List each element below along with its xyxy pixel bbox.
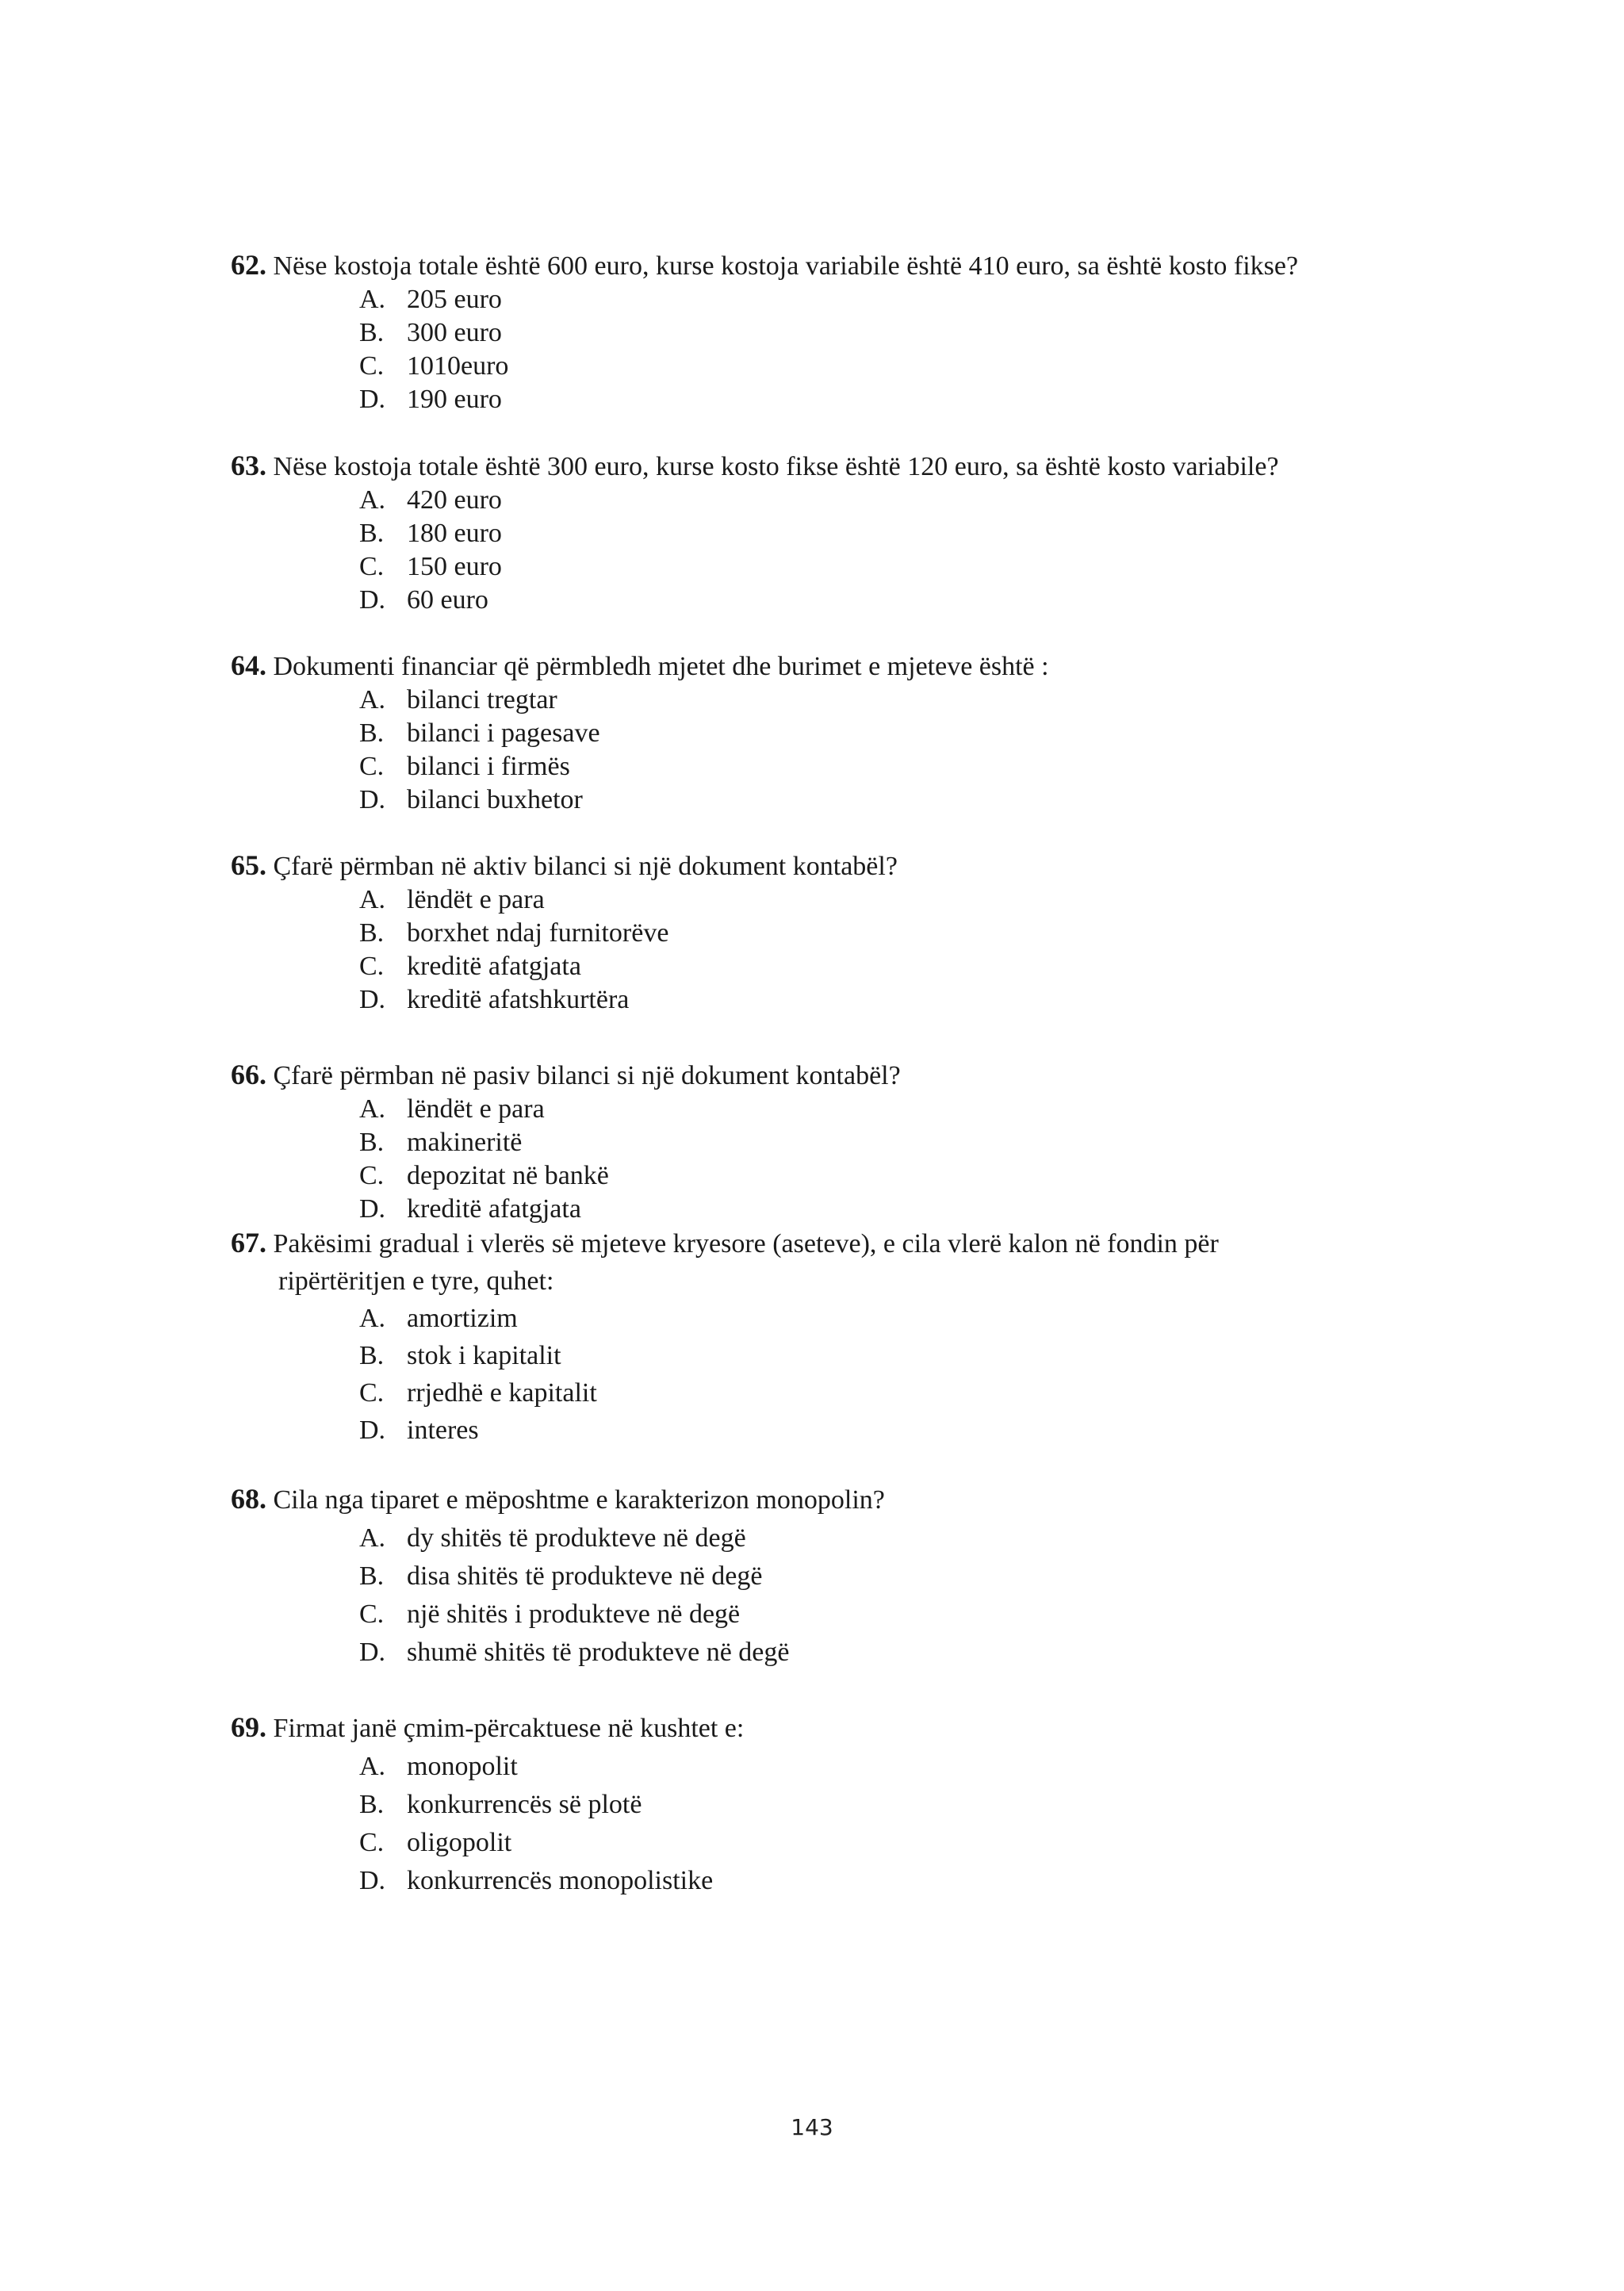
answer-option-b[interactable] — [231, 1557, 1404, 1596]
option-letter: B. — [359, 1341, 385, 1370]
option-text: kreditë afatgjata — [407, 1194, 581, 1224]
question-number: 63. — [231, 450, 266, 481]
answer-option-c[interactable] — [231, 550, 1404, 584]
option-text: kreditë afatshkurtëra — [407, 985, 630, 1014]
option-text: dy shitës të produkteve në degë — [407, 1523, 746, 1553]
answer-option-d[interactable] — [231, 584, 1404, 617]
option-letter: B. — [359, 318, 385, 347]
answer-options — [231, 883, 1404, 1017]
answer-option-d[interactable] — [231, 983, 1404, 1017]
option-text: borxhet ndaj furnitorëve — [407, 918, 669, 948]
option-letter: A. — [359, 1752, 386, 1781]
option-text: 150 euro — [407, 552, 502, 581]
answer-option-a[interactable] — [231, 1519, 1404, 1557]
option-letter: C. — [359, 1828, 385, 1857]
question-68 — [231, 1480, 1404, 1672]
question-text: Cila nga tiparet e mëposhtme e karakterizon monopolin? — [273, 1485, 885, 1515]
question-64 — [231, 649, 1404, 817]
question-number: 69. — [231, 1711, 266, 1743]
option-text: kreditë afatgjata — [407, 952, 581, 981]
option-letter: B. — [359, 718, 385, 748]
answer-option-a[interactable] — [231, 1748, 1404, 1786]
answer-options — [231, 1300, 1404, 1449]
question-66 — [231, 1058, 1404, 1226]
answer-option-c[interactable] — [231, 1159, 1404, 1193]
question-number: 64. — [231, 649, 266, 681]
option-text: 180 euro — [407, 519, 502, 548]
question-text-continuation: ripërtëritjen e tyre, quhet: — [278, 1266, 554, 1296]
question-text: Nëse kostoja totale është 300 euro, kurse kosto fikse është 120 euro, sa është kosto variabile? — [273, 452, 1279, 481]
option-letter: B. — [359, 918, 385, 948]
option-text: shumë shitës të produkteve në degë — [407, 1638, 790, 1667]
option-letter: C. — [359, 1378, 385, 1408]
answer-option-a[interactable] — [231, 883, 1404, 917]
option-letter: A. — [359, 285, 386, 314]
question-number: 62. — [231, 249, 266, 281]
question-69 — [231, 1708, 1404, 1900]
option-text: interes — [407, 1416, 479, 1445]
answer-option-b[interactable] — [231, 717, 1404, 750]
answer-option-a[interactable] — [231, 283, 1404, 316]
option-text: konkurrencës monopolistike — [407, 1866, 714, 1895]
option-letter: D. — [359, 1416, 386, 1445]
option-letter: A. — [359, 685, 386, 715]
question-text: Çfarë përmban në pasiv bilanci si një dokument kontabël? — [273, 1061, 901, 1090]
option-letter: B. — [359, 519, 385, 548]
option-letter: B. — [359, 1790, 385, 1819]
question-text: Dokumenti financiar që përmbledh mjetet dhe burimet e mjeteve është : — [273, 652, 1049, 681]
option-text: 60 euro — [407, 585, 488, 615]
answer-option-a[interactable] — [231, 484, 1404, 517]
answer-option-b[interactable] — [231, 917, 1404, 950]
option-letter: B. — [359, 1128, 385, 1157]
option-letter: D. — [359, 1866, 386, 1895]
answer-option-d[interactable] — [231, 1634, 1404, 1672]
option-text: 1010euro — [407, 351, 509, 381]
question-63 — [231, 449, 1404, 617]
answer-option-c[interactable] — [231, 750, 1404, 783]
option-letter: B. — [359, 1561, 385, 1591]
option-text: amortizim — [407, 1304, 518, 1333]
answer-option-b[interactable] — [231, 316, 1404, 350]
option-letter: A. — [359, 1523, 386, 1553]
question-number: 66. — [231, 1059, 266, 1090]
question-stem — [231, 1224, 1404, 1262]
option-letter: D. — [359, 785, 386, 814]
question-number: 68. — [231, 1483, 266, 1515]
answer-option-d[interactable] — [231, 1862, 1404, 1900]
answer-option-c[interactable] — [231, 950, 1404, 983]
question-number: 67. — [231, 1227, 266, 1259]
option-letter: D. — [359, 385, 386, 414]
option-letter: D. — [359, 1638, 386, 1667]
question-stem — [231, 1708, 1404, 1748]
question-text: Çfarë përmban në aktiv bilanci si një dokument kontabël? — [273, 852, 898, 881]
answer-option-b[interactable] — [231, 1337, 1404, 1374]
option-letter: A. — [359, 1304, 386, 1333]
option-text: bilanci buxhetor — [407, 785, 583, 814]
question-62 — [231, 248, 1404, 416]
answer-options — [231, 1093, 1404, 1226]
question-stem — [231, 849, 1404, 883]
option-letter: C. — [359, 1161, 385, 1190]
answer-option-c[interactable] — [231, 1824, 1404, 1862]
option-letter: D. — [359, 585, 386, 615]
answer-option-b[interactable] — [231, 517, 1404, 550]
option-letter: C. — [359, 952, 385, 981]
option-text: disa shitës të produkteve në degë — [407, 1561, 763, 1591]
question-text: Nëse kostoja totale është 600 euro, kurse kostoja variabile është 410 euro, sa është kosto fikse? — [273, 251, 1299, 281]
option-letter: C. — [359, 1599, 385, 1629]
option-text: 205 euro — [407, 285, 502, 314]
answer-option-d[interactable] — [231, 1193, 1404, 1226]
answer-option-a[interactable] — [231, 1093, 1404, 1126]
option-text: depozitat në bankë — [407, 1161, 609, 1190]
option-text: bilanci i firmës — [407, 752, 570, 781]
question-67 — [231, 1224, 1404, 1449]
answer-option-d[interactable] — [231, 783, 1404, 817]
option-letter: A. — [359, 1094, 386, 1124]
option-letter: A. — [359, 885, 386, 914]
answer-option-b[interactable] — [231, 1126, 1404, 1159]
option-text: oligopolit — [407, 1828, 512, 1857]
option-letter: D. — [359, 985, 386, 1014]
option-letter: D. — [359, 1194, 386, 1224]
question-number: 65. — [231, 849, 266, 881]
option-text: 190 euro — [407, 385, 502, 414]
answer-option-c[interactable] — [231, 350, 1404, 383]
answer-options — [231, 283, 1404, 416]
option-text: rrjedhë e kapitalit — [407, 1378, 597, 1408]
option-text: monopolit — [407, 1752, 518, 1781]
answer-option-c[interactable] — [231, 1374, 1404, 1412]
question-text: Pakësimi gradual i vlerës së mjeteve kryesore (aseteve), e cila vlerë kalon në fondin për — [273, 1229, 1219, 1259]
question-stem — [231, 449, 1404, 484]
answer-options — [231, 1748, 1404, 1900]
question-stem — [231, 1480, 1404, 1519]
option-letter: C. — [359, 351, 385, 381]
answer-option-b[interactable] — [231, 1786, 1404, 1824]
question-stem — [231, 248, 1404, 283]
answer-option-a[interactable] — [231, 1300, 1404, 1337]
option-letter: C. — [359, 552, 385, 581]
question-stem — [231, 1058, 1404, 1093]
option-text: lëndët e para — [407, 885, 545, 914]
option-letter: A. — [359, 485, 386, 515]
answer-option-a[interactable] — [231, 684, 1404, 717]
option-text: 420 euro — [407, 485, 502, 515]
option-text: konkurrencës së plotë — [407, 1790, 642, 1819]
option-text: 300 euro — [407, 318, 502, 347]
question-65 — [231, 849, 1404, 1017]
answer-options — [231, 484, 1404, 617]
option-text: një shitës i produkteve në degë — [407, 1599, 741, 1629]
option-text: bilanci tregtar — [407, 685, 557, 715]
option-text: bilanci i pagesave — [407, 718, 600, 748]
answer-option-d[interactable] — [231, 1412, 1404, 1449]
answer-option-d[interactable] — [231, 383, 1404, 416]
answer-options — [231, 684, 1404, 817]
question-stem — [231, 649, 1404, 684]
question-text: Firmat janë çmim-përcaktuese në kushtet e: — [273, 1714, 745, 1743]
option-text: stok i kapitalit — [407, 1341, 561, 1370]
option-letter: C. — [359, 752, 385, 781]
answer-options — [231, 1519, 1404, 1672]
answer-option-c[interactable] — [231, 1596, 1404, 1634]
option-text: lëndët e para — [407, 1094, 545, 1124]
page-number: 143 — [791, 2114, 833, 2140]
option-text: makineritë — [407, 1128, 523, 1157]
